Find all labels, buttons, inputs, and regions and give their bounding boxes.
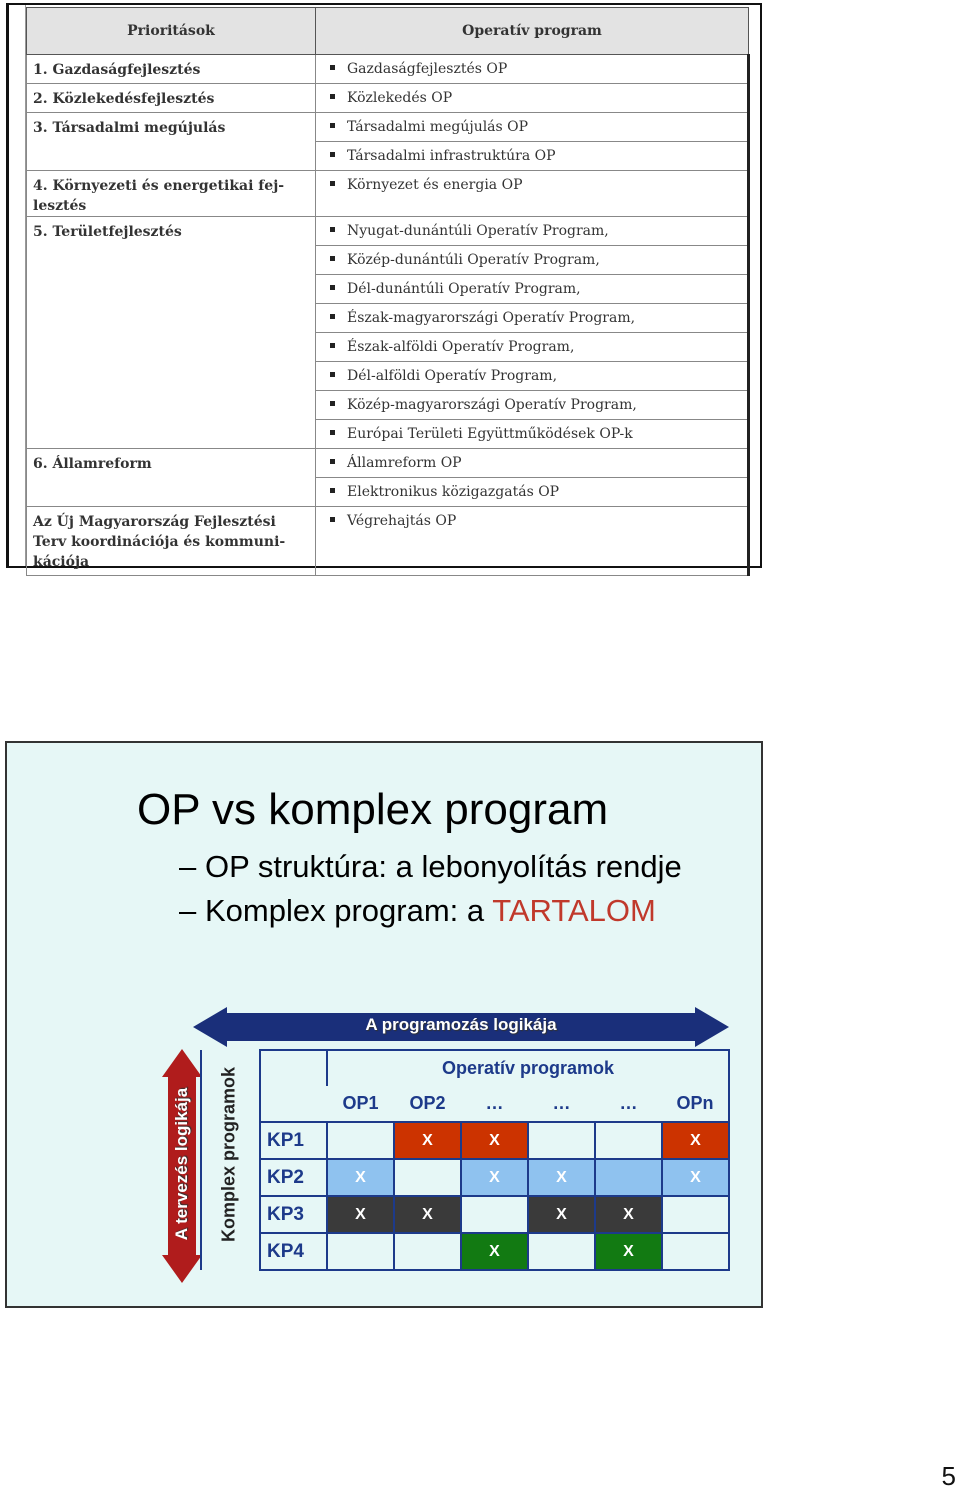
- op-column-header: …: [461, 1086, 528, 1122]
- matrix-cell: X: [528, 1196, 595, 1233]
- bullet-square-icon: [330, 285, 335, 290]
- matrix-cell: [528, 1233, 595, 1270]
- matrix-cell: X: [662, 1159, 729, 1196]
- matrix-cell: [662, 1233, 729, 1270]
- operative-program-cell: [316, 333, 749, 362]
- bullet-square-icon: [330, 65, 335, 70]
- priority-cell: Az Új Magyarország Fejlesztési Terv koordinációja és kommuni- kációja: [27, 507, 316, 576]
- operative-program-name: Közép-magyarországi Operatív Program,: [347, 397, 637, 413]
- operative-program-cell: [316, 217, 749, 246]
- bullet-square-icon: [330, 227, 335, 232]
- slide-left-margin: [9, 5, 26, 566]
- operative-program-name: Közlekedés OP: [347, 90, 453, 106]
- dash-marker: –: [179, 893, 197, 928]
- operative-program-name: Nyugat-dunántúli Operatív Program,: [347, 223, 609, 239]
- complex-programs-label: [200, 1049, 257, 1283]
- bullet-square-icon: [330, 401, 335, 406]
- kp-op-matrix: [200, 1049, 730, 1271]
- priority-cell: 6. Államreform: [27, 449, 316, 507]
- operative-program-cell: [316, 449, 749, 478]
- operative-program-cell: [316, 246, 749, 275]
- operative-program-cell: [316, 171, 749, 217]
- priority-cell: 2. Közlekedésfejlesztés: [27, 84, 316, 113]
- planning-logic-label: A tervezés logikája: [172, 1087, 191, 1241]
- operative-program-name: Európai Területi Együttműködések OP-k: [347, 426, 633, 442]
- page-number: 5: [941, 1461, 956, 1491]
- operative-program-name: Gazdaságfejlesztés OP: [347, 61, 508, 77]
- programming-logic-label: A programozás logikája: [365, 1015, 557, 1034]
- slide-title: OP vs komplex program: [137, 785, 609, 834]
- bullet-square-icon: [330, 430, 335, 435]
- op-column-header: OP1: [327, 1086, 394, 1122]
- bullet-accent-text: TARTALOM: [492, 893, 656, 928]
- kp-row-label: KP3: [260, 1196, 327, 1233]
- operative-program-cell: [316, 420, 749, 449]
- bullet-square-icon: [330, 152, 335, 157]
- op-vs-complex-slide: [5, 741, 763, 1308]
- priority-row: [27, 507, 749, 576]
- operative-program-cell: [316, 391, 749, 420]
- bullet-square-icon: [330, 343, 335, 348]
- operative-program-cell: [316, 113, 749, 142]
- complex-programs-text: Komplex programok: [218, 1066, 238, 1243]
- bullet-square-icon: [330, 123, 335, 128]
- matrix-cell: [595, 1122, 662, 1159]
- op-column-header: OPn: [662, 1086, 729, 1122]
- priority-cell: 1. Gazdaságfejlesztés: [27, 55, 316, 84]
- dash-marker: –: [179, 849, 197, 884]
- priority-cell: 4. Környezeti és energetikai fej- lesztés: [27, 171, 316, 217]
- matrix-cell: X: [461, 1122, 528, 1159]
- bullet-square-icon: [330, 517, 335, 522]
- matrix-cell: [327, 1122, 394, 1159]
- priority-cell: 5. Területfejlesztés: [27, 217, 316, 449]
- operative-program-name: Dél-alföldi Operatív Program,: [347, 368, 558, 384]
- matrix-cell: X: [394, 1196, 461, 1233]
- matrix-cell: [528, 1122, 595, 1159]
- operative-program-name: Közép-dunántúli Operatív Program,: [347, 252, 600, 268]
- operative-program-name: Észak-magyarországi Operatív Program,: [347, 310, 636, 326]
- operative-program-name: Államreform OP: [347, 455, 462, 471]
- bullet-square-icon: [330, 488, 335, 493]
- priority-row: [27, 449, 749, 478]
- bullet-square-icon: [330, 256, 335, 261]
- bullet-square-icon: [330, 459, 335, 464]
- kp-row-label: KP1: [260, 1122, 327, 1159]
- header-priorities: Prioritások: [27, 8, 316, 55]
- matrix-cell: X: [528, 1159, 595, 1196]
- matrix-cell: [595, 1159, 662, 1196]
- matrix-cell: X: [461, 1159, 528, 1196]
- operative-program-name: Társadalmi infrastruktúra OP: [347, 148, 556, 164]
- op-column-header: OP2: [394, 1086, 461, 1122]
- matrix-cell: X: [327, 1159, 394, 1196]
- bullet-square-icon: [330, 181, 335, 186]
- matrix-cell: X: [461, 1233, 528, 1270]
- matrix-cell: X: [394, 1122, 461, 1159]
- op-column-header: …: [595, 1086, 662, 1122]
- matrix-cell: [394, 1233, 461, 1270]
- priority-row: [27, 171, 749, 217]
- priority-row: [27, 55, 749, 84]
- operative-program-cell: [316, 304, 749, 333]
- bullet-complex-program: [179, 893, 656, 929]
- kp-row: [201, 1196, 729, 1233]
- priority-cell: 3. Társadalmi megújulás: [27, 113, 316, 171]
- operative-program-cell: [316, 478, 749, 507]
- bullet-square-icon: [330, 372, 335, 377]
- kp-row: [201, 1159, 729, 1196]
- op-column-header: …: [528, 1086, 595, 1122]
- priorities-slide: [6, 3, 762, 568]
- priority-row: [27, 217, 749, 246]
- operative-program-cell: [316, 275, 749, 304]
- bullet-square-icon: [330, 94, 335, 99]
- kp-row-label: KP4: [260, 1233, 327, 1270]
- operative-program-name: Észak-alföldi Operatív Program,: [347, 339, 575, 355]
- kp-row: [201, 1122, 729, 1159]
- matrix-cell: [327, 1233, 394, 1270]
- bullet-text: OP struktúra: a lebonyolítás rendje: [205, 849, 682, 884]
- operative-program-cell: [316, 84, 749, 113]
- operative-program-name: Társadalmi megújulás OP: [347, 119, 529, 135]
- operative-program-name: Környezet és energia OP: [347, 177, 523, 193]
- matrix-cell: X: [327, 1196, 394, 1233]
- operative-program-cell: [316, 362, 749, 391]
- priority-row: [27, 84, 749, 113]
- matrix-cell: X: [595, 1233, 662, 1270]
- kp-row: [201, 1233, 729, 1270]
- matrix-cell: [461, 1196, 528, 1233]
- matrix-header-row: [201, 1050, 729, 1086]
- priorities-table: [26, 7, 750, 576]
- matrix-cell: X: [662, 1122, 729, 1159]
- operative-program-cell: [316, 55, 749, 84]
- matrix-cell: [662, 1196, 729, 1233]
- priority-row: [27, 113, 749, 142]
- operative-program-name: Végrehajtás OP: [347, 513, 457, 529]
- matrix-cell: [394, 1159, 461, 1196]
- matrix-corner: [260, 1050, 327, 1122]
- matrix-cell: X: [595, 1196, 662, 1233]
- bullet-op-structure: [179, 849, 682, 885]
- operative-program-name: Elektronikus közigazgatás OP: [347, 484, 560, 500]
- bullet-text: Komplex program: a: [205, 893, 493, 928]
- operative-programs-header: Operatív programok: [327, 1050, 729, 1086]
- operative-program-cell: [316, 142, 749, 171]
- operative-program-name: Dél-dunántúli Operatív Program,: [347, 281, 581, 297]
- header-operative-program: Operatív program: [316, 8, 749, 55]
- bullet-square-icon: [330, 314, 335, 319]
- kp-row-label: KP2: [260, 1159, 327, 1196]
- operative-program-cell: [316, 507, 749, 576]
